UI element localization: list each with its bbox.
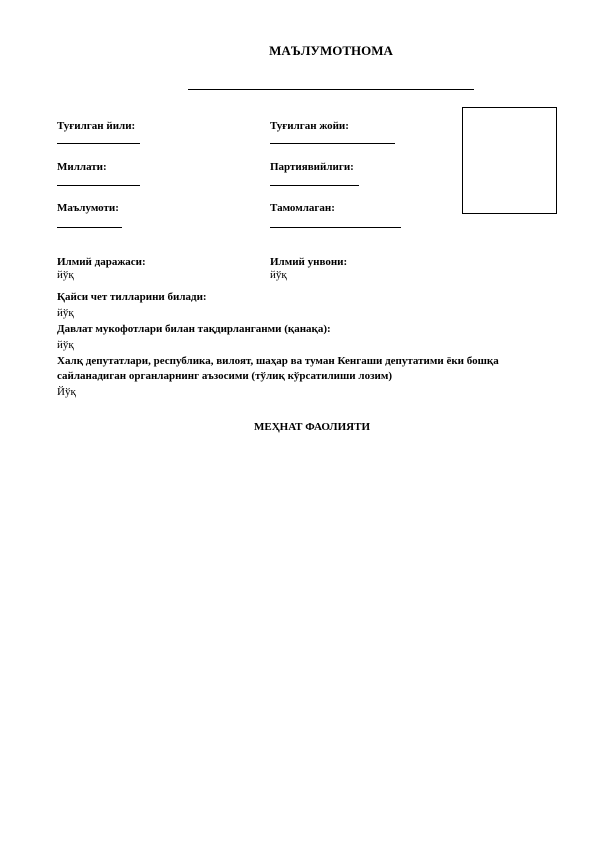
birth-place-line xyxy=(270,143,395,144)
nationality-line xyxy=(57,185,140,186)
education-label: Маълумоти: xyxy=(57,202,119,214)
languages-label: Қайси чет тилларини билади: xyxy=(57,291,207,303)
academic-title-label: Илмий унвони: xyxy=(270,256,348,268)
degree-value: йўқ xyxy=(57,269,74,281)
birth-year-line xyxy=(57,143,140,144)
awards-label: Давлат мукофотлари билан тақдирланганми (қанақа): xyxy=(57,323,331,335)
section-title-work-activity: МЕҲНАТ ФАОЛИЯТИ xyxy=(253,421,371,433)
academic-title-value: йўқ xyxy=(270,269,287,281)
birth-year-label: Туғилган йили: xyxy=(57,120,136,132)
full-name-line xyxy=(188,89,474,90)
party-label: Партиявийлиги: xyxy=(270,161,354,173)
document-title: МАЪЛУМОТНОМА xyxy=(269,43,393,58)
languages-value: йўқ xyxy=(57,307,74,319)
nationality-label: Миллати: xyxy=(57,161,107,173)
birth-place-label: Туғилган жойи: xyxy=(270,120,349,132)
deputy-label: Халқ депутатлари, республика, вилоят, шаҳар ва туман Кенгаши депутатими ёки бошқа сайланадиган органларнинг аъзосими (тўлиқ кўрсатилиши лозим) xyxy=(57,355,499,382)
education-line xyxy=(57,227,122,228)
graduated-label: Тамомлаган: xyxy=(270,202,335,214)
awards-value: йўқ xyxy=(57,339,74,351)
graduated-line xyxy=(270,227,401,228)
party-line xyxy=(270,185,359,186)
deputy-value: Йўқ xyxy=(57,386,76,398)
photo-placeholder xyxy=(462,107,557,214)
degree-label: Илмий даражаси: xyxy=(57,256,146,268)
